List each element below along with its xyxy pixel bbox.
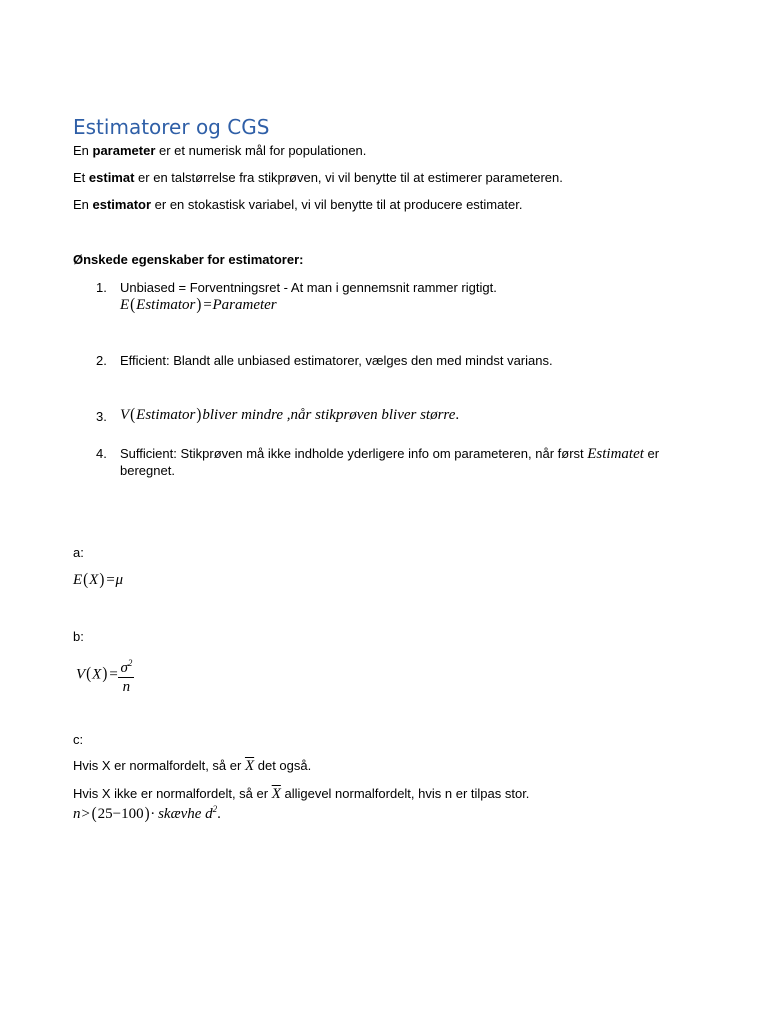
- fraction-denominator: n: [122, 679, 131, 695]
- paragraph-parameter-post: er et numerisk mål for populationen.: [155, 143, 367, 158]
- math-rest: bliver mindre ,når stikprøven bliver større: [202, 407, 456, 423]
- list-item-number: 1.: [96, 280, 107, 295]
- math-V: V: [120, 407, 130, 423]
- sample-size-inequality: n>(25−100)· skævhe $d^2$.: [73, 804, 221, 824]
- term-estimator: estimator: [92, 197, 152, 212]
- math-eq: =: [108, 666, 119, 683]
- math-E: E: [73, 572, 83, 588]
- clt-line-1-post: det også.: [254, 758, 312, 773]
- list-item-number: 4.: [96, 446, 107, 461]
- paragraph-estimator-post: er en stokastisk variabel, vi vil benytte til at producere estimater.: [151, 197, 523, 212]
- math-estimatet: Estimatet: [587, 446, 644, 462]
- list-item-text-line2: beregnet.: [120, 463, 175, 478]
- list-item-text: Unbiased = Forventningsret - At man i gennemsnit rammer rigtigt.: [120, 280, 497, 295]
- list-item-number: 3.: [96, 409, 107, 424]
- math-n-gt: n>: [73, 806, 91, 822]
- clt-line-1-pre: Hvis X er normalfordelt, så er: [73, 758, 245, 773]
- term-parameter: parameter: [92, 143, 156, 158]
- numerator-exponent: 2: [127, 658, 133, 668]
- clt-line-2: [73, 786, 529, 803]
- expectation-formula: E(X)=μ: [73, 570, 123, 590]
- x-bar: $\overline{X}$: [244, 758, 255, 774]
- variance-formula: V(Estimator)bliver mindre ,når stikprøven bliver større.: [120, 405, 460, 425]
- math-arg: X: [89, 572, 99, 588]
- label-a: a:: [73, 545, 84, 560]
- section-heading: Ønskede egenskaber for estimatorer:: [73, 252, 304, 267]
- list-item-text-post: er: [643, 446, 660, 461]
- clt-line-2-post: alligevel normalfordelt, hvis n er tilpas stor.: [280, 786, 530, 801]
- clt-line-1: [73, 758, 311, 775]
- math-rhs: =Parameter: [202, 297, 277, 313]
- fraction-numerator: σ: [120, 660, 128, 676]
- label-c: c:: [73, 732, 84, 747]
- math-skewness: · skævhe d: [150, 806, 213, 822]
- paragraph-parameter: [73, 143, 366, 158]
- list-item-text: [120, 446, 659, 463]
- x-bar: $\overline{X}$: [271, 786, 281, 802]
- math-end: .: [217, 806, 221, 822]
- paragraph-parameter-pre: En: [73, 143, 93, 158]
- paragraph-estimat-pre: Et: [73, 170, 89, 185]
- math-V: V: [76, 666, 86, 683]
- math-arg: Estimator: [136, 297, 196, 313]
- math-end: .: [455, 407, 460, 423]
- fraction: [118, 654, 134, 696]
- math-E: E: [120, 297, 130, 313]
- math-arg: X: [92, 666, 102, 683]
- unbiased-formula: E(Estimator)=Parameter: [120, 295, 277, 315]
- variance-of-mean-formula: V(X)= $\frac{\sigma^2}{n}$: [76, 654, 134, 696]
- paragraph-estimator-pre: En: [73, 197, 93, 212]
- clt-line-2-pre: Hvis X ikke er normalfordelt, så er: [73, 786, 272, 801]
- paragraph-estimator: [73, 197, 522, 212]
- math-exponent: 2: [212, 804, 218, 814]
- list-item-number: 2.: [96, 353, 107, 368]
- paragraph-estimat-post: er en talstørrelse fra stikprøven, vi vil benytte til at estimerer parameteren.: [134, 170, 563, 185]
- math-arg: Estimator: [136, 407, 196, 423]
- list-item-text-pre: Sufficient: Stikprøven må ikke indholde yderligere info om parameteren, når først: [120, 446, 588, 461]
- term-estimat: estimat: [88, 170, 135, 185]
- page-title: Estimatorer og CGS: [73, 115, 270, 139]
- paragraph-estimat: [73, 170, 563, 185]
- math-rhs: =μ: [105, 572, 123, 588]
- math-range: 25−100: [97, 806, 144, 822]
- list-item-text: Efficient: Blandt alle unbiased estimatorer, vælges den med mindst varians.: [120, 353, 553, 368]
- label-b: b:: [73, 629, 84, 644]
